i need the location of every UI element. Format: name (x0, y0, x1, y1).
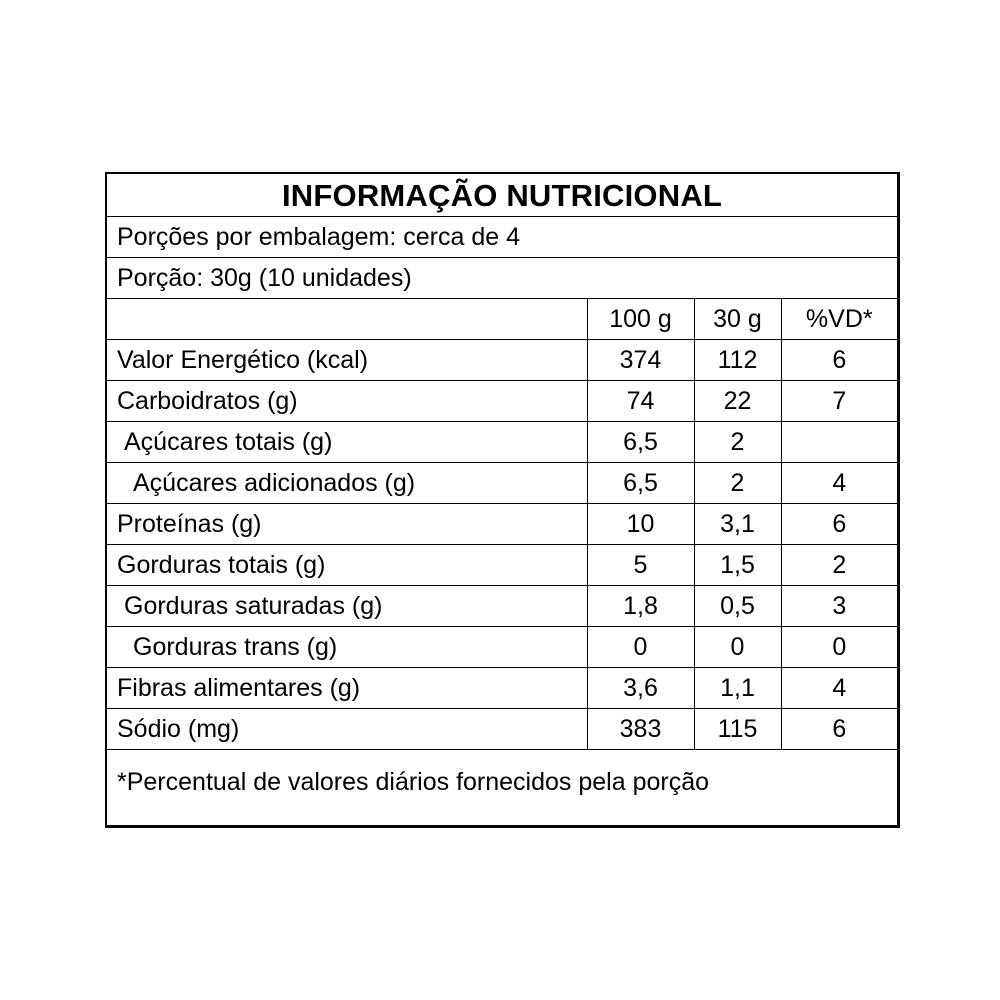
value-vd: 7 (781, 381, 897, 422)
column-header-nutrient (107, 299, 587, 340)
value-vd: 6 (781, 504, 897, 545)
table-row (107, 668, 897, 709)
value-30g: 1,5 (694, 545, 781, 586)
value-30g: 1,1 (694, 668, 781, 709)
column-header-row (107, 299, 897, 340)
value-30g: 115 (694, 709, 781, 750)
table-row (107, 545, 897, 586)
value-30g: 0,5 (694, 586, 781, 627)
value-vd (781, 422, 897, 463)
column-header-100g: 100 g (587, 299, 694, 340)
value-100g: 374 (587, 340, 694, 381)
value-100g: 1,8 (587, 586, 694, 627)
column-header-30g: 30 g (694, 299, 781, 340)
value-vd: 2 (781, 545, 897, 586)
value-30g: 0 (694, 627, 781, 668)
value-vd: 3 (781, 586, 897, 627)
footnote: *Percentual de valores diários fornecidos pela porção (117, 768, 710, 796)
value-vd: 4 (781, 463, 897, 504)
table-row (107, 504, 897, 545)
value-30g: 112 (694, 340, 781, 381)
nutrient-name: Gorduras saturadas (g) (107, 586, 587, 627)
value-100g: 6,5 (587, 422, 694, 463)
serving-size-row (107, 258, 897, 299)
value-vd: 0 (781, 627, 897, 668)
value-100g: 5 (587, 545, 694, 586)
servings-per-package: Porções por embalagem: cerca de 4 (107, 217, 897, 258)
nutrient-name: Sódio (mg) (107, 709, 587, 750)
value-vd: 6 (781, 709, 897, 750)
table-row (107, 463, 897, 504)
nutrient-name: Gorduras trans (g) (107, 627, 587, 668)
nutrient-name: Proteínas (g) (107, 504, 587, 545)
value-100g: 10 (587, 504, 694, 545)
nutrition-facts-label (105, 172, 900, 828)
table-row (107, 709, 897, 750)
label-title: INFORMAÇÃO NUTRICIONAL (107, 174, 897, 217)
value-30g: 3,1 (694, 504, 781, 545)
value-30g: 22 (694, 381, 781, 422)
value-30g: 2 (694, 422, 781, 463)
value-100g: 3,6 (587, 668, 694, 709)
nutrient-name: Açúcares adicionados (g) (107, 463, 587, 504)
nutrient-name: Açúcares totais (g) (107, 422, 587, 463)
value-vd: 4 (781, 668, 897, 709)
value-30g: 2 (694, 463, 781, 504)
table-row (107, 340, 897, 381)
nutrition-table (107, 174, 897, 750)
table-row (107, 381, 897, 422)
nutrient-name: Fibras alimentares (g) (107, 668, 587, 709)
serving-size: Porção: 30g (10 unidades) (107, 258, 897, 299)
table-row (107, 586, 897, 627)
title-row (107, 174, 897, 217)
value-vd: 6 (781, 340, 897, 381)
value-100g: 6,5 (587, 463, 694, 504)
value-100g: 74 (587, 381, 694, 422)
value-100g: 0 (587, 627, 694, 668)
table-row (107, 422, 897, 463)
nutrient-name: Gorduras totais (g) (107, 545, 587, 586)
servings-row (107, 217, 897, 258)
value-100g: 383 (587, 709, 694, 750)
table-row (107, 627, 897, 668)
nutrient-name: Valor Energético (kcal) (107, 340, 587, 381)
column-header-vd: %VD* (781, 299, 897, 340)
nutrient-name: Carboidratos (g) (107, 381, 587, 422)
